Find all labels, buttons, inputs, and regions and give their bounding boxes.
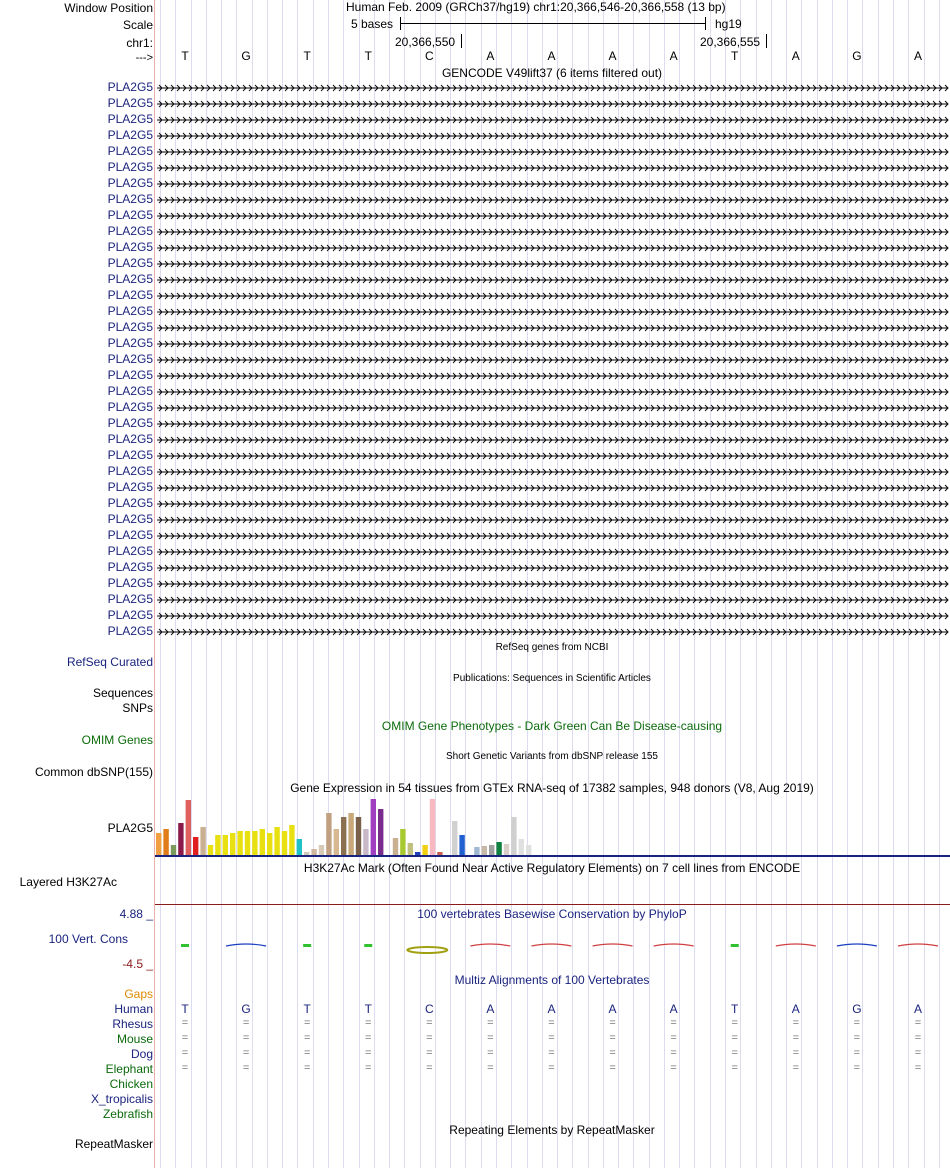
multiz-match-mark: =: [609, 1017, 616, 1029]
multiz-match-mark: =: [670, 1062, 677, 1074]
gencode-transcript-feature[interactable]: [157, 117, 948, 123]
multiz-match-mark: =: [853, 1017, 861, 1029]
multiz-species-label[interactable]: Mouse: [116, 1032, 153, 1046]
multiz-human-base: T: [364, 1002, 372, 1016]
gencode-transcript-label[interactable]: PLA2G5: [107, 320, 153, 334]
phylop-score-mark: [837, 944, 877, 946]
gtex-tissue-bar[interactable]: [452, 821, 457, 855]
gtex-tissue-bar[interactable]: [200, 827, 205, 855]
gtex-tissue-bar[interactable]: [223, 835, 228, 855]
gencode-transcript-feature[interactable]: [157, 629, 948, 635]
gencode-transcript-label[interactable]: PLA2G5: [107, 608, 153, 622]
reference-base: A: [486, 49, 495, 63]
publications-snps-label[interactable]: SNPs: [122, 701, 153, 715]
reference-base: T: [181, 49, 189, 63]
phylop-score-mark: [470, 944, 510, 946]
reference-base: T: [731, 49, 739, 63]
gtex-track-label[interactable]: PLA2G5: [107, 821, 153, 835]
multiz-match-mark: =: [792, 1017, 800, 1029]
gencode-features[interactable]: [155, 80, 950, 640]
refseq-track-label[interactable]: RefSeq Curated: [66, 655, 153, 669]
reference-base: G: [241, 49, 251, 63]
reference-base: A: [669, 49, 678, 63]
gencode-transcript-label[interactable]: PLA2G5: [107, 464, 153, 478]
gencode-transcript-label[interactable]: PLA2G5: [107, 176, 153, 190]
gtex-tissue-bar[interactable]: [400, 829, 405, 855]
multiz-match-mark: =: [670, 1017, 677, 1029]
multiz-match-mark: =: [548, 1047, 555, 1059]
gencode-transcript-label[interactable]: PLA2G5: [107, 416, 153, 430]
gencode-transcript-label[interactable]: PLA2G5: [107, 624, 153, 638]
gencode-transcript-label[interactable]: PLA2G5: [107, 368, 153, 382]
gencode-transcript-feature[interactable]: [157, 469, 948, 475]
gencode-transcript-feature[interactable]: [157, 389, 948, 395]
multiz-human-base: T: [303, 1002, 311, 1016]
gencode-transcript-feature[interactable]: [157, 213, 948, 219]
gencode-transcript-feature[interactable]: [157, 453, 948, 459]
multiz-match-mark: =: [426, 1032, 433, 1044]
scale-text: 5 bases: [351, 17, 394, 31]
publications-track-title: Publications: Sequences in Scientific Articles: [453, 673, 651, 684]
phylop-min-label: -4.5 _: [122, 957, 153, 971]
multiz-match-mark: =: [487, 1047, 494, 1059]
gtex-tissue-bar[interactable]: [393, 838, 398, 855]
dbsnp-track-title: Short Genetic Variants from dbSNP release 155: [446, 751, 658, 762]
gencode-transcript-label[interactable]: PLA2G5: [107, 496, 153, 510]
gtex-tissue-bar[interactable]: [504, 844, 509, 855]
gtex-tissue-bar[interactable]: [341, 817, 346, 855]
scale-db: hg19: [715, 17, 742, 31]
gtex-tissue-bar[interactable]: [260, 829, 265, 855]
coord-tick-2: [766, 34, 767, 48]
multiz-human-base: A: [669, 1002, 678, 1016]
gencode-transcript-label[interactable]: PLA2G5: [107, 400, 153, 414]
gtex-baseline: [155, 855, 950, 857]
gtex-tissue-bar[interactable]: [193, 837, 198, 855]
gencode-transcript-feature[interactable]: [157, 549, 948, 555]
gencode-transcript-label[interactable]: PLA2G5: [107, 208, 153, 222]
gtex-tissue-bar[interactable]: [422, 845, 427, 855]
gencode-transcript-feature[interactable]: [157, 85, 948, 91]
gencode-transcript-label[interactable]: PLA2G5: [107, 272, 153, 286]
phylop-score-mark: [364, 944, 372, 947]
phylop-signal[interactable]: [155, 934, 950, 960]
publications-sequences-label[interactable]: Sequences: [92, 686, 153, 700]
multiz-human-base: A: [608, 1002, 617, 1016]
multiz-match-mark: =: [365, 1062, 372, 1074]
gencode-transcript-feature[interactable]: [157, 149, 948, 155]
gencode-transcript-label[interactable]: PLA2G5: [107, 96, 153, 110]
multiz-match-mark: =: [731, 1032, 738, 1044]
phylop-score-mark: [898, 944, 938, 946]
multiz-match-mark: =: [792, 1047, 800, 1059]
gtex-tissue-bar[interactable]: [519, 839, 524, 855]
gtex-tissue-bar[interactable]: [267, 833, 272, 855]
multiz-match-mark: =: [487, 1032, 494, 1044]
gencode-transcript-label[interactable]: PLA2G5: [107, 480, 153, 494]
multiz-match-mark: =: [670, 1032, 677, 1044]
multiz-match-mark: =: [181, 1032, 189, 1044]
multiz-match-mark: =: [303, 1017, 311, 1029]
gtex-tissue-bar[interactable]: [459, 835, 464, 855]
gencode-transcript-feature[interactable]: [157, 517, 948, 523]
multiz-species-label[interactable]: Human: [114, 1002, 153, 1016]
gtex-tissue-bar[interactable]: [252, 831, 257, 855]
gencode-transcript-label[interactable]: PLA2G5: [107, 304, 153, 318]
gtex-bar-chart[interactable]: [155, 796, 950, 858]
phylop-max-label: 4.88 _: [119, 907, 153, 921]
multiz-match-mark: =: [853, 1047, 861, 1059]
multiz-match-mark: =: [181, 1047, 189, 1059]
omim-track-label[interactable]: OMIM Genes: [81, 733, 153, 747]
phylop-score-mark: [731, 944, 739, 947]
multiz-match-mark: =: [548, 1062, 555, 1074]
gtex-tissue-bar[interactable]: [186, 800, 191, 855]
multiz-human-base: A: [547, 1002, 556, 1016]
multiz-species-label[interactable]: Chicken: [109, 1077, 153, 1091]
gencode-transcript-feature[interactable]: [157, 597, 948, 603]
reference-base: A: [913, 49, 922, 63]
multiz-match-mark: =: [853, 1062, 861, 1074]
gencode-transcript-feature[interactable]: [157, 197, 948, 203]
gtex-tissue-bar[interactable]: [496, 842, 501, 855]
multiz-match-mark: =: [548, 1017, 555, 1029]
multiz-species-label[interactable]: Zebrafish: [102, 1107, 153, 1121]
multiz-match-mark: =: [609, 1032, 616, 1044]
gtex-tissue-bar[interactable]: [171, 845, 176, 855]
phylop-track-label[interactable]: 100 Vert. Cons: [48, 932, 128, 946]
gencode-transcript-label[interactable]: PLA2G5: [107, 576, 153, 590]
gtex-tissue-bar[interactable]: [356, 817, 361, 855]
gencode-transcript-feature[interactable]: [157, 533, 948, 539]
gencode-transcript-label[interactable]: PLA2G5: [107, 192, 153, 206]
multiz-match-mark: =: [426, 1047, 433, 1059]
track-labels: [0, 0, 153, 1168]
gaps-label: Gaps: [124, 987, 153, 1001]
gtex-tissue-bar[interactable]: [348, 813, 353, 855]
phylop-score-mark: [303, 944, 311, 947]
multiz-match-mark: =: [548, 1032, 555, 1044]
gencode-transcript-feature[interactable]: [157, 277, 948, 283]
gtex-tissue-bar[interactable]: [156, 833, 161, 855]
gencode-transcript-label[interactable]: PLA2G5: [107, 112, 153, 126]
gtex-tissue-bar[interactable]: [511, 817, 516, 855]
multiz-match-mark: =: [365, 1032, 372, 1044]
multiz-match-mark: =: [242, 1017, 250, 1029]
gtex-tissue-bar[interactable]: [245, 831, 250, 855]
multiz-human-base: A: [791, 1002, 800, 1016]
gtex-tissue-bar[interactable]: [289, 825, 294, 855]
gtex-tissue-bar[interactable]: [489, 845, 494, 855]
strand-label: --->: [135, 52, 153, 64]
multiz-match-mark: =: [487, 1062, 494, 1074]
phylop-score-mark: [776, 944, 816, 946]
gtex-tissue-bar[interactable]: [311, 849, 316, 855]
reference-base: C: [424, 49, 434, 63]
assembly-position-text: Human Feb. 2009 (GRCh37/hg19) chr1:20,366,546-20,366,558 (13 bp): [346, 0, 726, 14]
phylop-score-mark: [654, 944, 694, 946]
gtex-tissue-bar[interactable]: [415, 852, 420, 855]
multiz-human-base: A: [486, 1002, 495, 1016]
gencode-transcript-label[interactable]: PLA2G5: [107, 128, 153, 142]
multiz-match-mark: =: [853, 1032, 861, 1044]
gencode-transcript-label[interactable]: PLA2G5: [107, 352, 153, 366]
h3k27ac-track-label[interactable]: Layered H3K27Ac: [19, 875, 117, 889]
gencode-transcript-feature[interactable]: [157, 341, 948, 347]
gtex-tissue-bar[interactable]: [319, 845, 324, 855]
reference-base: G: [852, 49, 862, 63]
multiz-match-mark: =: [181, 1062, 189, 1074]
multiz-match-mark: =: [914, 1062, 922, 1074]
gencode-transcript-label[interactable]: PLA2G5: [107, 432, 153, 446]
gencode-transcript-label[interactable]: PLA2G5: [107, 448, 153, 462]
multiz-species-label[interactable]: Rhesus: [112, 1017, 153, 1031]
multiz-match-mark: =: [242, 1032, 250, 1044]
gencode-transcript-feature[interactable]: [157, 293, 948, 299]
gencode-transcript-feature[interactable]: [157, 101, 948, 107]
gencode-transcript-label[interactable]: PLA2G5: [107, 288, 153, 302]
gencode-transcript-label[interactable]: PLA2G5: [107, 160, 153, 174]
multiz-match-mark: =: [914, 1017, 922, 1029]
repeatmasker-track-label[interactable]: RepeatMasker: [74, 1137, 153, 1151]
multiz-match-mark: =: [242, 1047, 250, 1059]
gencode-transcript-feature[interactable]: [157, 309, 948, 315]
gtex-tissue-bar[interactable]: [326, 813, 331, 855]
multiz-match-mark: =: [365, 1017, 372, 1029]
gtex-tissue-bar[interactable]: [274, 827, 279, 855]
reference-base: T: [303, 49, 311, 63]
gencode-transcript-feature[interactable]: [157, 325, 948, 331]
gencode-transcript-feature[interactable]: [157, 165, 948, 171]
gencode-transcript-label[interactable]: PLA2G5: [107, 560, 153, 574]
gtex-tissue-bar[interactable]: [297, 839, 302, 855]
gencode-transcript-feature[interactable]: [157, 437, 948, 443]
gtex-tissue-bar[interactable]: [282, 831, 287, 855]
multiz-match-mark: =: [670, 1047, 677, 1059]
multiz-match-mark: =: [242, 1062, 250, 1074]
gencode-transcript-feature[interactable]: [157, 501, 948, 507]
scale-label: Scale: [122, 18, 153, 32]
gencode-transcript-feature[interactable]: [157, 245, 948, 251]
gencode-transcript-feature[interactable]: [157, 565, 948, 571]
multiz-match-mark: =: [303, 1047, 311, 1059]
gtex-tissue-bar[interactable]: [304, 852, 309, 855]
gencode-transcript-label[interactable]: PLA2G5: [107, 544, 153, 558]
multiz-species-label[interactable]: Dog: [130, 1047, 153, 1061]
multiz-human-base: A: [913, 1002, 922, 1016]
multiz-match-mark: =: [731, 1047, 738, 1059]
gencode-transcript-label[interactable]: PLA2G5: [107, 336, 153, 350]
gtex-tissue-bar[interactable]: [430, 799, 435, 855]
multiz-match-mark: =: [609, 1047, 616, 1059]
multiz-human-base: G: [852, 1002, 862, 1016]
multiz-match-mark: =: [914, 1047, 922, 1059]
multiz-species-label[interactable]: Elephant: [105, 1062, 153, 1076]
phylop-score-mark: [181, 944, 189, 947]
gtex-tissue-bar[interactable]: [178, 823, 183, 855]
gencode-track-title: GENCODE V49lift37 (6 items filtered out): [441, 66, 663, 80]
h3k27ac-baseline: [155, 904, 950, 905]
refseq-track-title: RefSeq genes from NCBI: [495, 642, 609, 653]
dbsnp-track-label[interactable]: Common dbSNP(155): [34, 765, 153, 779]
multiz-match-mark: =: [792, 1032, 800, 1044]
gtex-tissue-bar[interactable]: [237, 831, 242, 855]
window-position-label: Window Position: [64, 1, 153, 15]
gencode-transcript-feature[interactable]: [157, 229, 948, 235]
phylop-track-title: 100 vertebrates Basewise Conservation by PhyloP: [417, 907, 687, 921]
omim-track-title: OMIM Gene Phenotypes - Dark Green Can Be Disease-causing: [381, 719, 723, 733]
multiz-match-mark: =: [426, 1062, 433, 1074]
gencode-transcript-label[interactable]: PLA2G5: [107, 224, 153, 238]
gtex-tissue-bar[interactable]: [437, 852, 442, 855]
multiz-human-base: T: [731, 1002, 739, 1016]
gencode-transcript-label[interactable]: PLA2G5: [107, 512, 153, 526]
reference-base: T: [364, 49, 372, 63]
gtex-tissue-bar[interactable]: [334, 829, 339, 855]
gtex-tissue-bar[interactable]: [474, 847, 479, 855]
gtex-tissue-bar[interactable]: [371, 799, 376, 855]
gtex-track-title: Gene Expression in 54 tissues from GTEx RNA-seq of 17382 samples, 948 donors (V8, Aug 2019): [290, 781, 814, 795]
repeatmasker-track-title: Repeating Elements by RepeatMasker: [449, 1123, 655, 1137]
gencode-transcript-label[interactable]: PLA2G5: [107, 384, 153, 398]
gencode-transcript-feature[interactable]: [157, 181, 948, 187]
multiz-match-mark: =: [365, 1047, 372, 1059]
coord-label-2: 20,366,555: [700, 35, 761, 49]
multiz-match-mark: =: [303, 1032, 311, 1044]
multiz-human-base: G: [241, 1002, 251, 1016]
chrom-label: chr1:: [126, 36, 153, 50]
multiz-human-base: T: [181, 1002, 189, 1016]
multiz-match-mark: =: [181, 1017, 189, 1029]
gtex-tissue-bar[interactable]: [230, 833, 235, 855]
gencode-transcript-feature[interactable]: [157, 133, 948, 139]
gencode-transcript-label[interactable]: PLA2G5: [107, 240, 153, 254]
gencode-transcript-label[interactable]: PLA2G5: [107, 256, 153, 270]
multiz-match-mark: =: [303, 1062, 311, 1074]
gencode-transcript-feature[interactable]: [157, 373, 948, 379]
multiz-match-mark: =: [792, 1062, 800, 1074]
multiz-track-title: Multiz Alignments of 100 Vertebrates: [454, 973, 650, 987]
gencode-transcript-feature[interactable]: [157, 613, 948, 619]
gtex-tissue-bar[interactable]: [526, 845, 531, 855]
scale-bar: [400, 17, 706, 31]
gencode-transcript-label[interactable]: PLA2G5: [107, 80, 153, 94]
phylop-score-mark: [593, 944, 633, 946]
phylop-score-mark: [226, 944, 266, 946]
multiz-match-mark: =: [487, 1017, 494, 1029]
gencode-transcript-feature[interactable]: [157, 405, 948, 411]
gtex-tissue-bar[interactable]: [408, 843, 413, 855]
gtex-tissue-bar[interactable]: [378, 809, 383, 855]
gencode-transcript-feature[interactable]: [157, 421, 948, 427]
multiz-match-mark: =: [914, 1032, 922, 1044]
multiz-match-mark: =: [426, 1017, 433, 1029]
multiz-match-mark: =: [609, 1062, 616, 1074]
coord-label-1: 20,366,550: [395, 35, 456, 49]
gtex-tissue-bar[interactable]: [163, 829, 168, 855]
multiz-species-label[interactable]: X_tropicalis: [90, 1092, 153, 1106]
gtex-tissue-bar[interactable]: [482, 846, 487, 855]
coord-tick-1: [461, 34, 462, 48]
gtex-tissue-bar[interactable]: [208, 845, 213, 855]
gencode-transcript-label[interactable]: PLA2G5: [107, 528, 153, 542]
reference-base: A: [791, 49, 800, 63]
multiz-human-base: C: [424, 1002, 434, 1016]
reference-base: A: [547, 49, 556, 63]
gencode-transcript-feature[interactable]: [157, 357, 948, 363]
multiz-match-mark: =: [731, 1062, 738, 1074]
h3k27ac-track-title: H3K27Ac Mark (Often Found Near Active Regulatory Elements) on 7 cell lines from ENCODE: [303, 861, 801, 875]
gtex-tissue-bar[interactable]: [363, 829, 368, 855]
reference-base: A: [608, 49, 617, 63]
phylop-score-mark: [531, 944, 571, 946]
gencode-transcript-feature[interactable]: [157, 261, 948, 267]
gtex-tissue-bar[interactable]: [215, 835, 220, 855]
gencode-transcript-feature[interactable]: [157, 581, 948, 587]
gencode-transcript-feature[interactable]: [157, 485, 948, 491]
gencode-transcript-label[interactable]: PLA2G5: [107, 592, 153, 606]
phylop-score-mark: [407, 947, 447, 953]
gencode-transcript-label[interactable]: PLA2G5: [107, 144, 153, 158]
multiz-match-mark: =: [731, 1017, 738, 1029]
